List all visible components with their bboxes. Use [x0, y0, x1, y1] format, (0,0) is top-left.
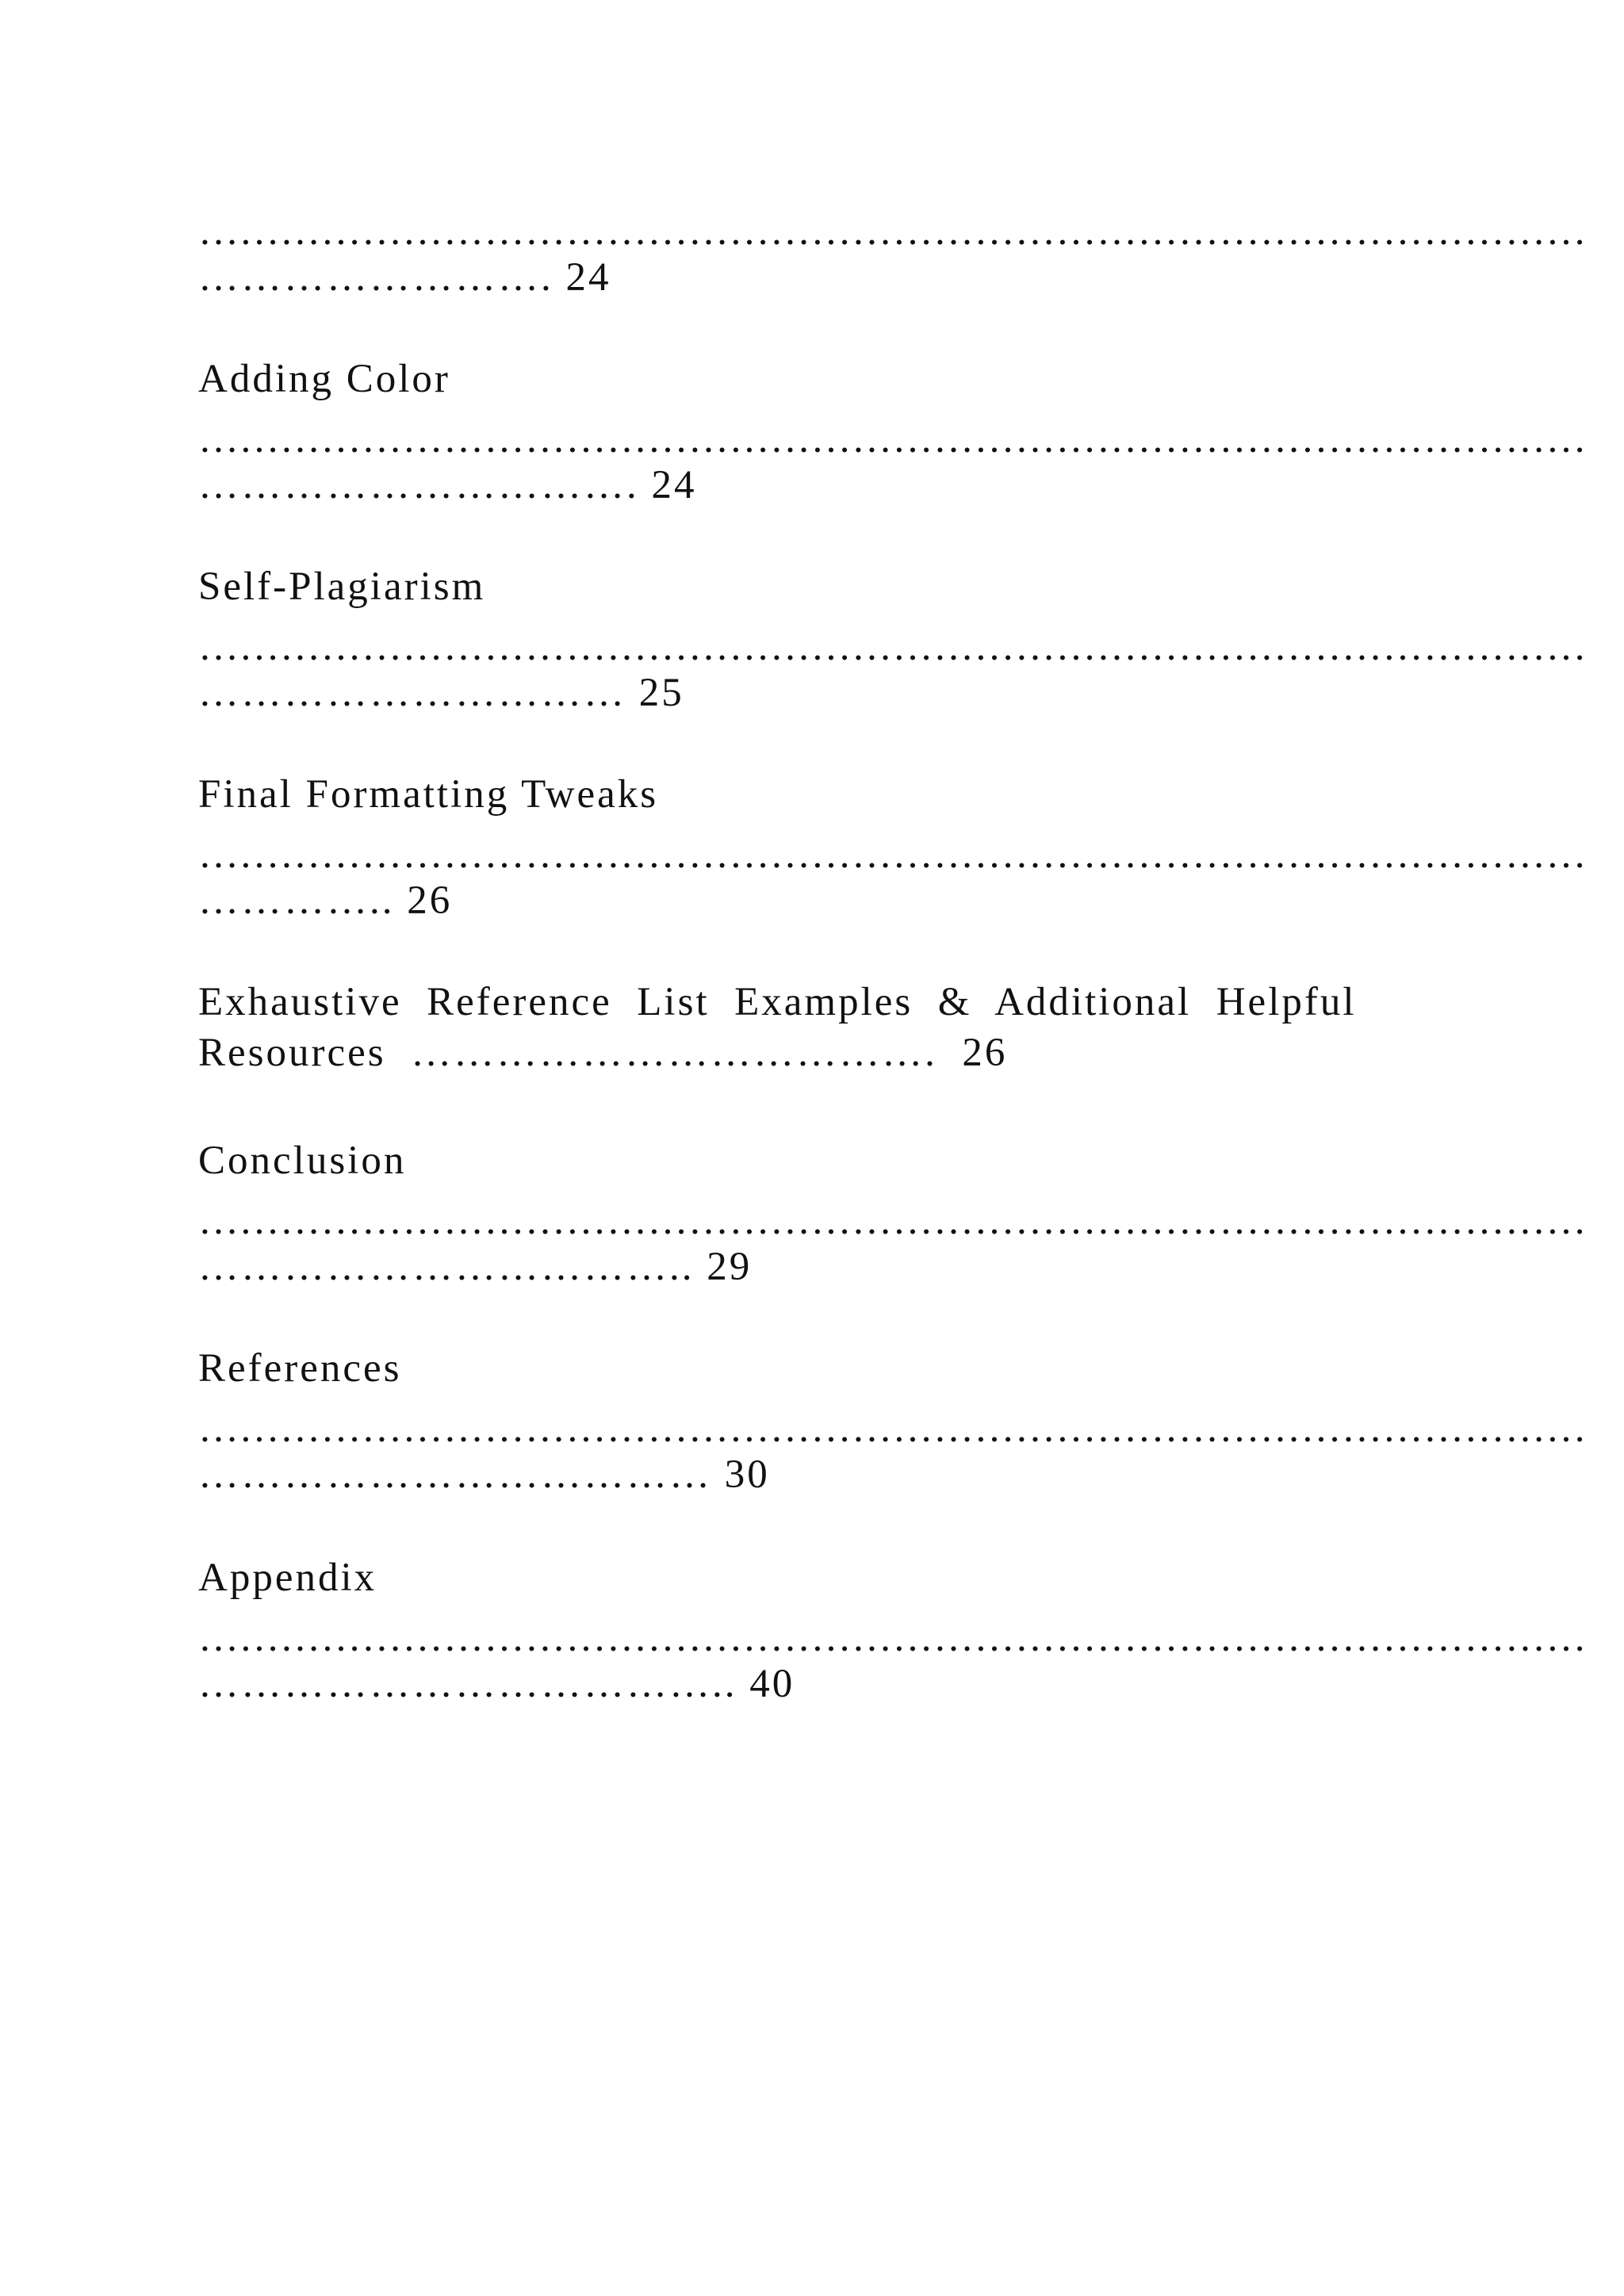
toc-leader-line: ………………………………………………………………………………………… [198, 1616, 1587, 1660]
toc-leader-line: ………………………………………………………………………………………… [198, 832, 1587, 877]
toc-entry-title: Conclusion [198, 1138, 407, 1183]
toc-leader-line: ………………………………………………………………………………………… [198, 1406, 1587, 1451]
toc-entry-title: Adding Color [198, 357, 450, 401]
toc-entry-title: Exhaustive Reference List Examples & Additional Helpful [198, 980, 1357, 1024]
toc-page-number-line: ……………………………….. 40 [198, 1662, 795, 1706]
toc-entry-title: Self-Plagiarism [198, 564, 486, 609]
toc-page-number-line: ………….. 26 [198, 878, 453, 923]
toc-leader-line: ………………………………………………………………………………………… [198, 1199, 1587, 1243]
toc-page-number-line: ……………………………… 30 [198, 1452, 770, 1497]
toc-page-number-line: ……………………. 24 [198, 255, 611, 300]
toc-page-number-line: ………………………… 25 [198, 671, 684, 715]
toc-entry-title: References [198, 1346, 402, 1391]
toc-leader-line: ………………………………………………………………………………………… [198, 209, 1587, 254]
toc-leader-line: ………………………………………………………………………………………… [198, 417, 1587, 461]
toc-entry-title: Final Formatting Tweaks [198, 772, 659, 817]
toc-entry-title: Appendix [198, 1556, 377, 1600]
toc-page-number-line: …………………………. 24 [198, 463, 697, 507]
toc-page-number-line: …………………………….. 29 [198, 1245, 753, 1289]
toc-leader-line: ………………………………………………………………………………………… [198, 625, 1587, 669]
toc-page-number-line: Resources ………………………………. 26 [198, 1031, 1008, 1075]
